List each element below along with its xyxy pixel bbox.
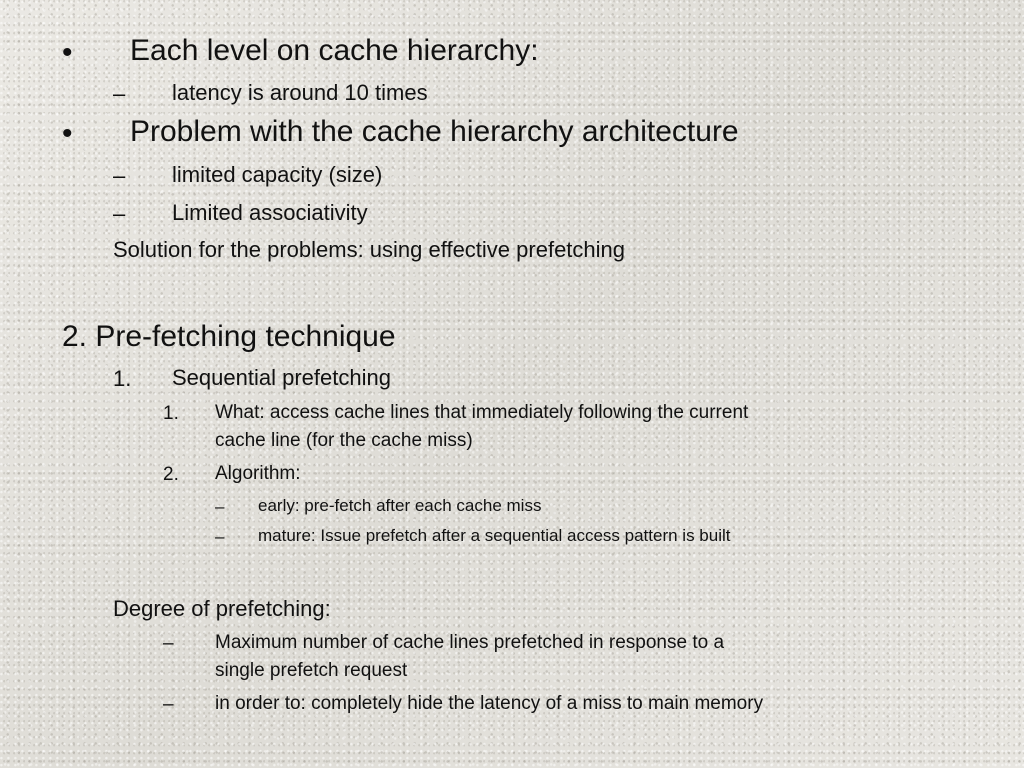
dash-marker: – bbox=[113, 81, 126, 106]
number-marker: 2. bbox=[163, 464, 179, 485]
dash-marker: – bbox=[215, 527, 225, 546]
solution-text: Solution for the problems: using effective prefetching bbox=[113, 237, 626, 262]
degree-maximum-line2: single prefetch request bbox=[215, 660, 408, 681]
bullet-problem: Problem with the cache hierarchy architecture bbox=[130, 115, 739, 148]
item-what-line1: What: access cache lines that immediately following the current bbox=[215, 402, 749, 423]
item-sequential-prefetching: Sequential prefetching bbox=[172, 365, 391, 390]
algorithm-mature: mature: Issue prefetch after a sequential access pattern is built bbox=[258, 526, 731, 545]
number-marker: 1. bbox=[163, 403, 179, 424]
section-heading-prefetching: 2. Pre-fetching technique bbox=[62, 320, 396, 353]
dash-marker: – bbox=[163, 694, 174, 715]
degree-heading: Degree of prefetching: bbox=[113, 596, 331, 621]
number-marker: 1. bbox=[113, 366, 132, 391]
degree-maximum-line1: Maximum number of cache lines prefetched in response to a bbox=[215, 632, 725, 653]
dash-marker: – bbox=[113, 201, 126, 226]
item-algorithm: Algorithm: bbox=[215, 463, 301, 484]
dash-marker: – bbox=[113, 163, 126, 188]
algorithm-early: early: pre-fetch after each cache miss bbox=[258, 496, 542, 515]
sub-limited-associativity: Limited associativity bbox=[172, 200, 368, 225]
dash-marker: – bbox=[163, 633, 174, 654]
bullet-each-level: Each level on cache hierarchy: bbox=[130, 34, 539, 67]
item-what-line2: cache line (for the cache miss) bbox=[215, 430, 473, 451]
bullet-marker: • bbox=[62, 117, 73, 150]
sub-latency: latency is around 10 times bbox=[172, 80, 428, 105]
degree-in-order-to: in order to: completely hide the latency of a miss to main memory bbox=[215, 693, 764, 714]
sub-limited-capacity: limited capacity (size) bbox=[172, 162, 383, 187]
dash-marker: – bbox=[215, 497, 225, 516]
bullet-marker: • bbox=[62, 36, 73, 69]
